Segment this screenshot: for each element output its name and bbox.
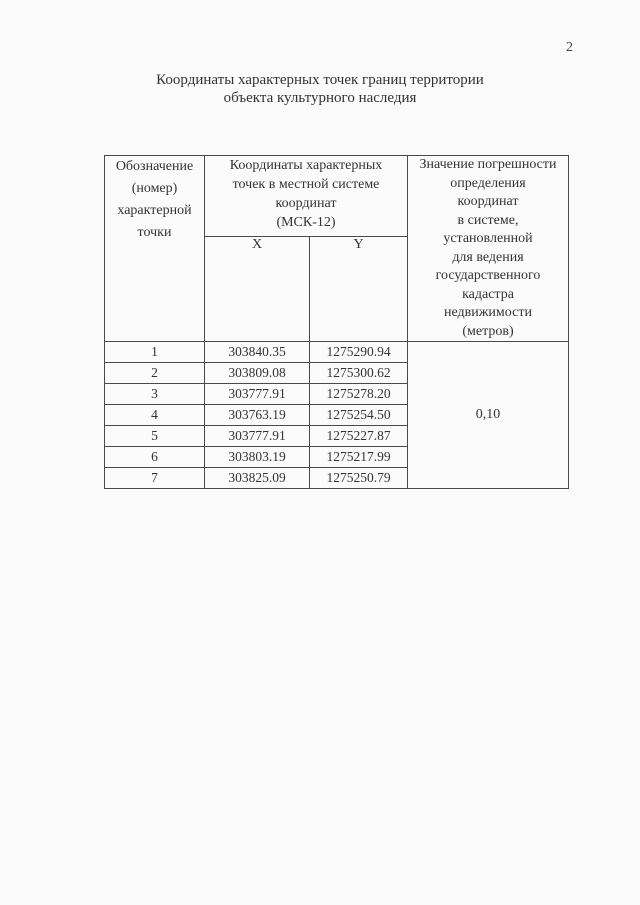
header-error-line: определения [450,175,526,191]
coordinates-table [104,155,569,489]
point-y: 1275278.20 [310,384,408,405]
header-designation-line: точки [137,225,172,240]
point-number: 7 [105,468,205,489]
header-coordinates [205,156,408,237]
point-number: 6 [105,447,205,468]
header-error-line: Значение погрешности [419,157,557,172]
header-designation-line: характерной [117,203,192,218]
point-y: 1275290.94 [310,342,408,363]
document-title-line-1: Координаты характерных точек границ территории [156,72,484,88]
point-x: 303777.91 [205,384,310,405]
table-header-row [105,156,569,237]
table-row [105,342,569,363]
error-value: 0,10 [408,342,569,489]
header-designation-line: (номер) [131,181,178,196]
point-y: 1275254.50 [310,405,408,426]
point-x: 303777.91 [205,426,310,447]
header-error-line: для ведения [452,249,524,265]
header-error-line: координат [457,194,519,209]
point-x: 303825.09 [205,468,310,489]
point-x: 303803.19 [205,447,310,468]
header-coordinates-line: (МСК-12) [276,215,336,230]
header-error-line: в системе, [457,212,519,228]
point-y: 1275300.62 [310,363,408,384]
point-x: 303763.19 [205,405,310,426]
document-title-line-2: объекта культурного наследия [223,90,417,106]
point-x: 303809.08 [205,363,310,384]
point-y: 1275227.87 [310,426,408,447]
page-number: 2 [566,40,573,55]
header-y: Y [310,237,408,342]
header-error-line: недвижимости [444,305,532,320]
point-y: 1275250.79 [310,468,408,489]
point-number: 3 [105,384,205,405]
point-x: 303840.35 [205,342,310,363]
document-title [100,71,540,107]
header-coordinates-line: Координаты характерных [229,158,383,173]
header-error-line: установленной [443,231,533,246]
point-number: 5 [105,426,205,447]
header-designation [105,156,205,342]
header-error-line: кадастра [462,286,514,302]
header-coordinates-line: координат [275,196,337,211]
point-number: 1 [105,342,205,363]
header-x: X [205,237,310,342]
header-designation-line: Обозначение [115,159,194,174]
header-error-line: государственного [435,268,541,283]
header-error [408,156,569,342]
header-coordinates-line: точек в местной системе [232,177,380,192]
header-error-line: (метров) [462,323,514,339]
point-number: 4 [105,405,205,426]
point-y: 1275217.99 [310,447,408,468]
point-number: 2 [105,363,205,384]
